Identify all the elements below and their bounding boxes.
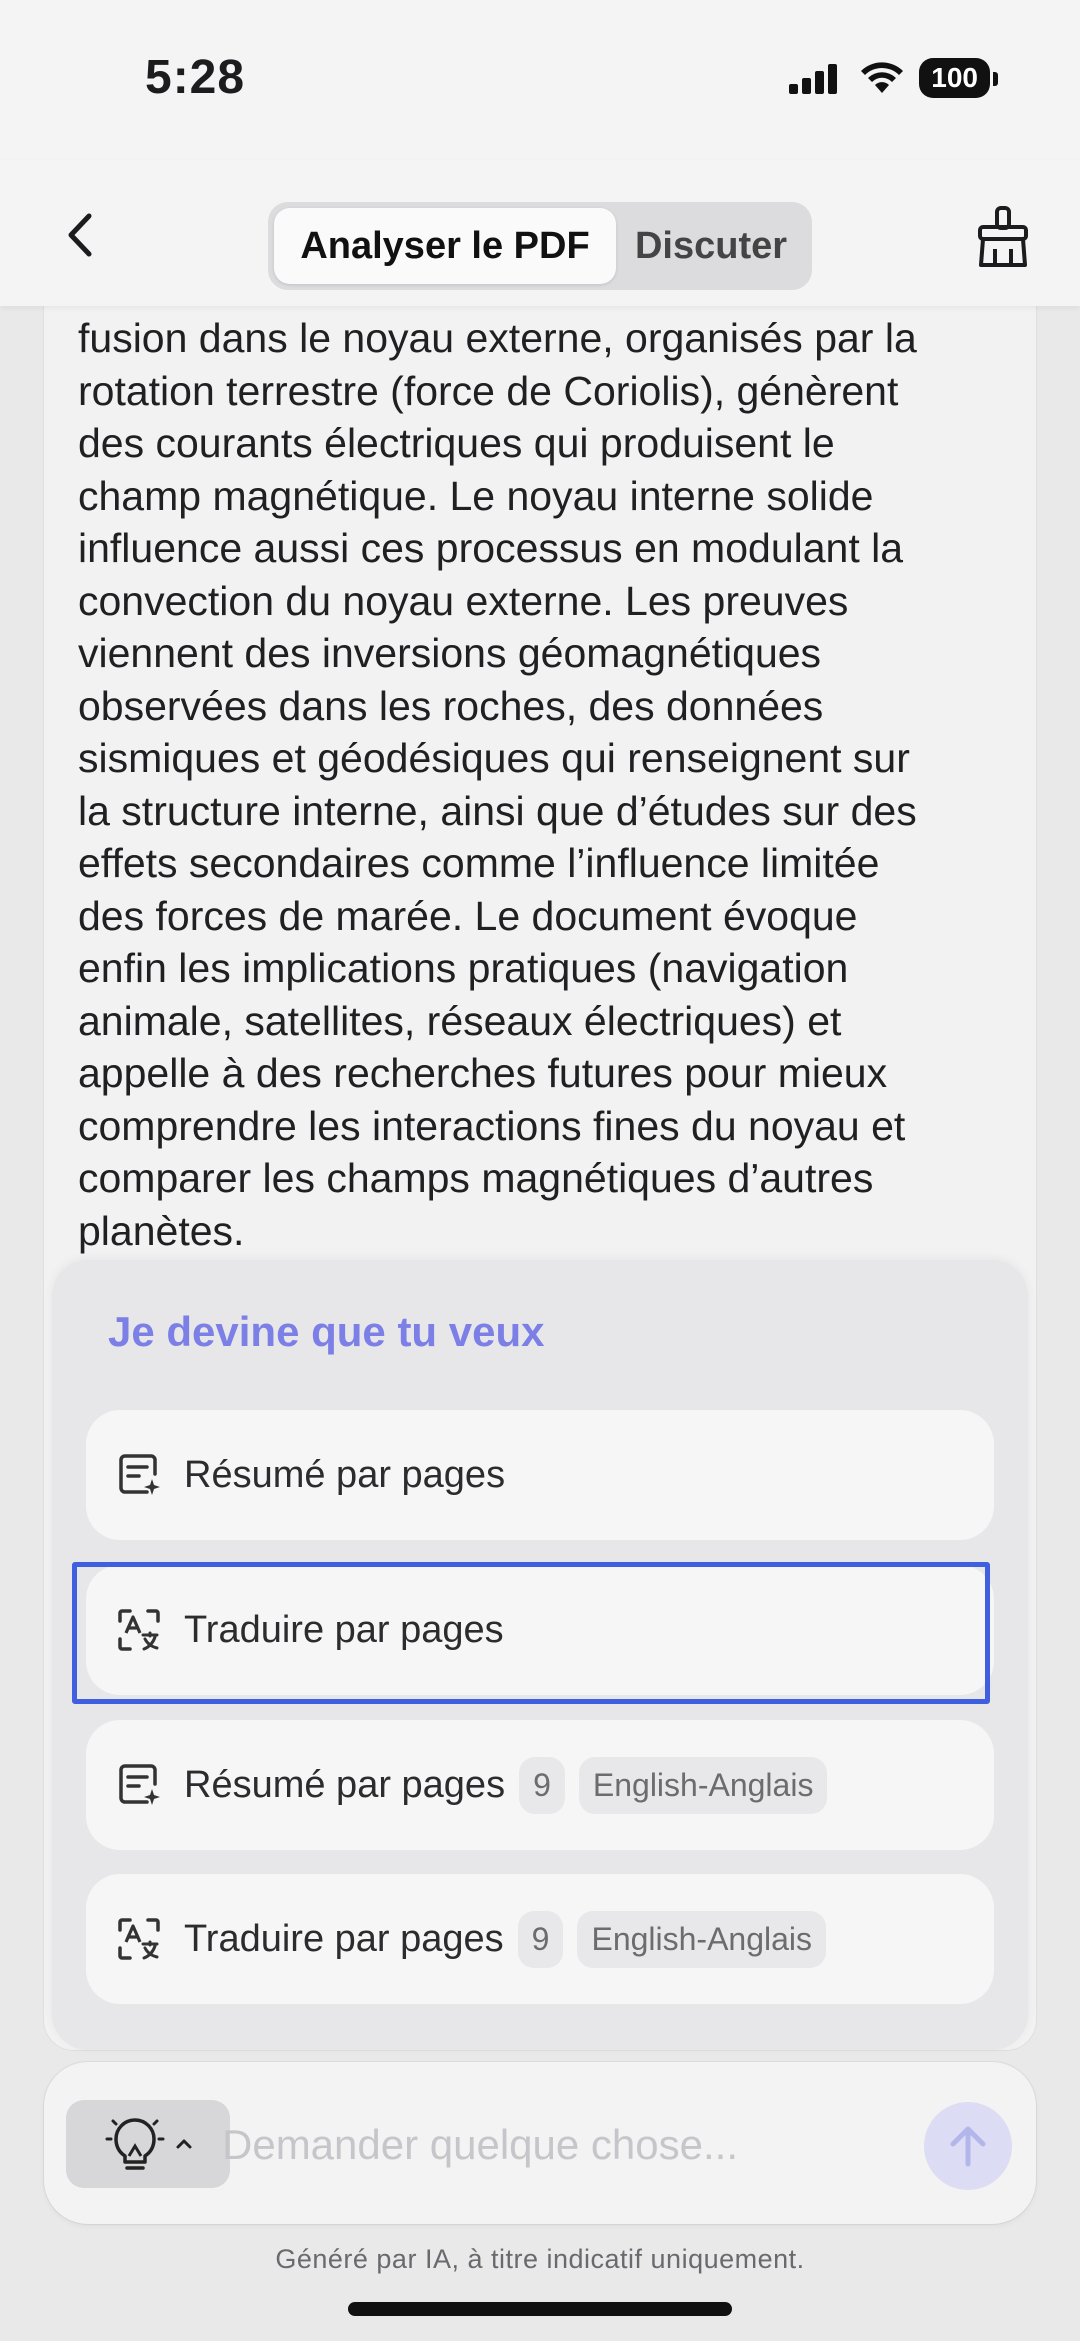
chevron-left-icon xyxy=(65,212,95,258)
status-time: 5:28 xyxy=(145,51,246,104)
lightbulb-icon xyxy=(103,2112,167,2176)
page-count-chip[interactable]: 9 xyxy=(518,1911,564,1968)
suggestion-label: Traduire par pages xyxy=(184,1917,504,1960)
suggestion-translate-by-pages[interactable] xyxy=(86,1565,994,1695)
tab-discuter[interactable]: Discuter xyxy=(634,224,788,267)
home-indicator xyxy=(348,2302,732,2316)
suggestion-label: Résumé par pages xyxy=(184,1763,506,1806)
mode-segmented-control xyxy=(268,202,812,290)
broom-icon xyxy=(973,205,1033,269)
translate-icon xyxy=(116,1916,162,1962)
chat-input-bar xyxy=(44,2062,1036,2224)
suggestion-label: Traduire par pages xyxy=(184,1608,504,1651)
summary-icon xyxy=(116,1762,162,1808)
suggestions-title: Je devine que tu veux xyxy=(108,1308,545,1355)
battery-indicator: 100 xyxy=(919,58,990,98)
summary-text: fusion dans le noyau externe, organisés par la rotation terrestre (force de Coriolis), génèrent des courants électriques qui produisent le champ magnétique. Le noyau interne solide influence aussi ces processus en modulant la convection du noyau externe. Les preuves viennent des inversions géomagnétiques observées dans les roches, des données sismiques et géodésiques qui renseignent sur la structure interne, ainsi que d’études sur des effets secondaires comme l’influence limitée des forces de marée. Le document évoque enfin les implications pratiques (navigation animale, satellites, réseaux électriques) et appelle à des recherches futures pour mieux comprendre les interactions fines du noyau et comparer les champs magnétiques d’autres planètes. xyxy=(78,315,917,1254)
suggestion-translate-by-pages-english[interactable] xyxy=(86,1874,994,2004)
tab-analyser-pdf[interactable]: Analyser le PDF xyxy=(274,208,616,284)
chevron-up-icon xyxy=(175,2138,193,2150)
translate-icon xyxy=(116,1607,162,1653)
summary-icon xyxy=(116,1452,162,1498)
wifi-icon xyxy=(859,61,905,95)
suggestions-panel xyxy=(52,1260,1028,2050)
suggestion-summary-by-pages[interactable] xyxy=(86,1410,994,1540)
clear-chat-button[interactable] xyxy=(966,200,1040,274)
suggestion-label: Résumé par pages xyxy=(184,1453,506,1496)
ai-disclaimer: Généré par IA, à titre indicatif uniquement. xyxy=(275,2244,805,2274)
suggestions-toggle-button[interactable] xyxy=(66,2100,230,2188)
arrow-up-icon xyxy=(948,2124,988,2168)
cellular-signal-icon xyxy=(789,62,845,94)
send-button[interactable] xyxy=(924,2102,1012,2190)
page-count-chip[interactable]: 9 xyxy=(519,1757,565,1814)
status-bar xyxy=(0,0,1080,160)
language-chip[interactable]: English-Anglais xyxy=(579,1757,828,1814)
language-chip[interactable]: English-Anglais xyxy=(577,1911,826,1968)
nav-bar xyxy=(0,160,1080,306)
back-button[interactable] xyxy=(50,200,110,270)
status-icons xyxy=(789,58,990,98)
ask-input[interactable] xyxy=(220,2102,784,2188)
suggestion-summary-by-pages-english[interactable] xyxy=(86,1720,994,1850)
